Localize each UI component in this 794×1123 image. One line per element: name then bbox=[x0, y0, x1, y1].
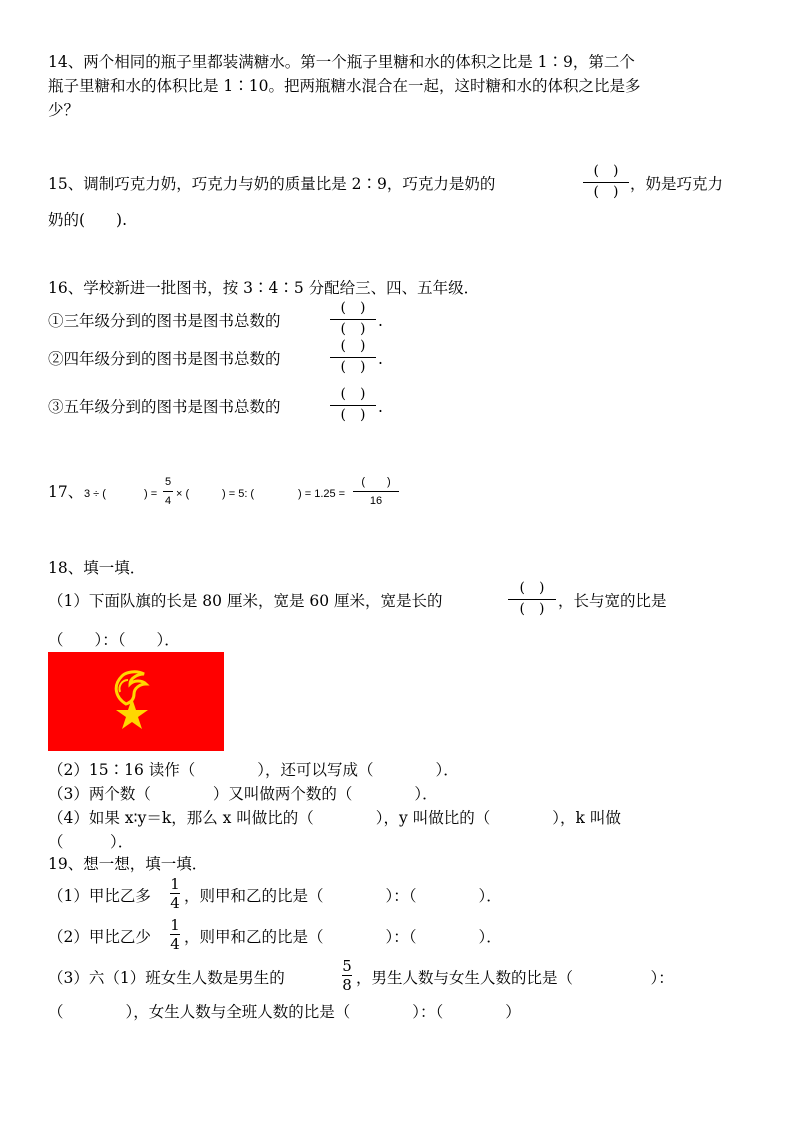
q19-p1-a: （1）甲比乙多 bbox=[48, 887, 151, 905]
q16-item3: ③五年级分到的图书是图书总数的 bbox=[48, 398, 281, 416]
q16-item3-end: . bbox=[378, 398, 383, 416]
q15-fraction-blank bbox=[583, 163, 629, 203]
q18-p1-a: （1）下面队旗的长是 80 厘米，宽是 60 厘米，宽是长的 bbox=[48, 592, 443, 610]
q19-p3-c: （ ），女生人数与全班人数的比是（ ）：（ ） bbox=[48, 1003, 521, 1021]
q14-line1: 14、两个相同的瓶子里都装满糖水。第一个瓶子里糖和水的体积之比是 1∶9，第二个 bbox=[48, 53, 635, 71]
q18-p4-b: （ ）． bbox=[48, 833, 134, 851]
q16-item2-fraction-blank: ( ) ( ) bbox=[330, 338, 376, 378]
q16-item3-fraction-blank: ( ) ( ) bbox=[330, 386, 376, 426]
q18-p1-fraction-blank: ( ) ( ) bbox=[508, 580, 556, 620]
q19-p2-b: ，则甲和乙的比是（ ）：（ ）． bbox=[184, 928, 502, 946]
q18-p2: （2）15∶16 读作（ ），还可以写成（ ）． bbox=[48, 761, 459, 779]
q16-item1-end: . bbox=[378, 312, 383, 330]
q19-p1-b: ，则甲和乙的比是（ ）：（ ）． bbox=[184, 887, 502, 905]
q15-line1-b: ，奶是巧克力 bbox=[630, 175, 724, 193]
q14-line3: 少？ bbox=[48, 101, 80, 119]
q18-p1-c: （ ）：（ ）． bbox=[48, 631, 180, 649]
q18-p3: （3）两个数（ ）又叫做两个数的（ ）． bbox=[48, 785, 438, 803]
q16-item2-end: . bbox=[378, 350, 383, 368]
q18-title: 18、填一填． bbox=[48, 559, 146, 577]
q16-item2: ②四年级分到的图书是图书总数的 bbox=[48, 350, 281, 368]
pioneer-flag bbox=[48, 652, 224, 751]
q19-p2-fraction: 1 4 bbox=[170, 916, 180, 953]
q17-expr-mid2: ) = 5: ( bbox=[222, 488, 255, 500]
q17-expr-mid3: ) = 1.25 = bbox=[298, 488, 346, 500]
q17-expr-mid1: ) = bbox=[144, 488, 158, 500]
q18-p1-b: ，长与宽的比是 bbox=[558, 592, 667, 610]
q16-intro: 16、学校新进一批图书，按 3∶4∶5 分配给三、四、五年级． bbox=[48, 279, 480, 297]
q19-p3-a: （3）六（1）班女生人数是男生的 bbox=[48, 969, 285, 987]
fraction-denominator-blank: ( ) bbox=[593, 184, 619, 200]
q17-label: 17、 bbox=[48, 483, 84, 501]
q19-p3-fraction: 5 8 bbox=[342, 957, 352, 994]
q18-p4: （4）如果 x∶y＝k，那么 x 叫做比的（ ），y 叫做比的（ ），k 叫做 bbox=[48, 809, 621, 827]
q19-p3-b: ，男生人数与女生人数的比是（ ）： bbox=[356, 969, 674, 987]
q16-item1: ①三年级分到的图书是图书总数的 bbox=[48, 312, 281, 330]
q15-line2: 奶的( ). bbox=[48, 211, 128, 229]
q19-p2-a: （2）甲比乙少 bbox=[48, 928, 151, 946]
q14-line2: 瓶子里糖和水的体积比是 1∶10。把两瓶糖水混合在一起，这时糖和水的体积之比是多 bbox=[48, 77, 641, 95]
flag-emblem bbox=[48, 652, 224, 751]
fraction-numerator-blank: ( ) bbox=[593, 163, 619, 179]
q17-expr-start: 3 ÷ ( bbox=[84, 488, 106, 500]
q19-title: 19、想一想，填一填． bbox=[48, 855, 208, 873]
q17-fraction-5-4: 5 4 bbox=[164, 476, 172, 507]
q16-item1-fraction-blank: ( ) ( ) bbox=[330, 300, 376, 340]
q19-p1-fraction: 1 4 bbox=[170, 875, 180, 912]
q15-line1-a: 15、调制巧克力奶，巧克力与奶的质量比是 2∶9，巧克力是奶的 bbox=[48, 175, 496, 193]
q17-times: × ( bbox=[176, 488, 190, 500]
q17-fraction-blank-16: ( ) 16 bbox=[353, 474, 399, 509]
